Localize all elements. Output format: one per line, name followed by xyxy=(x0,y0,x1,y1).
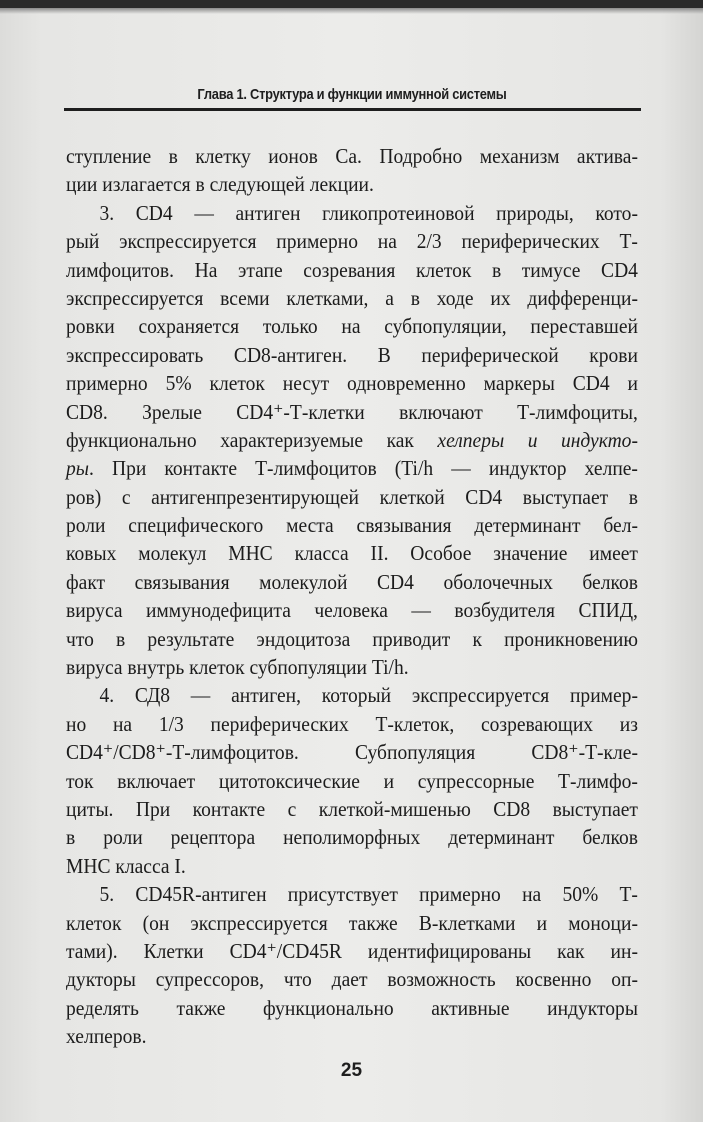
text-line: экспрессируется всеми клетками, а в ходе их дифференци- xyxy=(66,285,638,310)
text-run: . При контакте Т-лимфоцитов (Ti/h — индуктор хелпе- xyxy=(89,456,638,481)
text-line: ступление в клетку ионов Ca. Подробно механизм актива- xyxy=(66,144,638,168)
text-line: лимфоцитов. На этапе созревания клеток в тимусе CD4 xyxy=(66,257,638,282)
text-line: хелперов. xyxy=(66,1024,147,1049)
text-line: CD4⁺/CD8⁺-Т-лимфоцитов. Субпопуляция CD8⁺-Т-кле- xyxy=(66,740,638,765)
text-line: экспрессировать CD8-антиген. В периферической крови xyxy=(66,342,638,367)
text-line: ковых молекул МНС класса II. Особое значение имеет xyxy=(66,541,638,566)
text-line: 4. СД8 — антиген, который экспрессируется пример- xyxy=(99,683,638,708)
text-run: функционально характеризуемые как xyxy=(66,427,438,452)
text-line: 3. CD4 — антиген гликопротеиновой природы, кото- xyxy=(99,200,638,225)
scan-top-edge xyxy=(0,0,703,8)
italic-run: хелперы и индукто- xyxy=(437,427,638,452)
text-line: но на 1/3 периферических Т-клеток, созревающих из xyxy=(66,711,638,736)
text-line: ределять также функционально активные индукторы xyxy=(66,995,638,1020)
text-line: вируса иммунодефицита человека — возбудителя СПИД, xyxy=(66,598,638,623)
scan-top-shadow xyxy=(0,8,703,14)
text-line: что в результате эндоцитоза приводит к проникновению xyxy=(66,626,638,651)
text-line: ции излагается в следующей лекции. xyxy=(66,172,374,197)
body-text xyxy=(66,142,638,1051)
text-line: вируса внутрь клеток субпопуляции Ti/h. xyxy=(66,655,409,680)
text-line: роли специфического места связывания детерминант бел- xyxy=(66,513,638,538)
text-line: тами). Клетки CD4⁺/CD45R идентифицированы как ин- xyxy=(66,938,638,963)
italic-run: ры xyxy=(66,456,90,481)
text-line: МНС класса I. xyxy=(66,853,186,878)
text-line: дукторы супрессоров, что дает возможность косвенно оп- xyxy=(66,967,638,992)
text-line: циты. При контакте с клеткой-мишенью CD8 выступает xyxy=(66,796,638,821)
text-line xyxy=(66,454,638,482)
running-head: Глава 1. Структура и функции иммунной системы xyxy=(197,86,507,103)
text-line: факт связывания молекулой CD4 оболочечных белков xyxy=(66,569,638,594)
text-line: рый экспрессируется примерно на 2/3 периферических Т- xyxy=(66,229,638,254)
text-line: 5. CD45R-антиген присутствует примерно на 50% Т- xyxy=(99,882,638,907)
text-line: CD8. Зрелые CD4⁺-Т-клетки включают Т-лимфоциты, xyxy=(66,399,638,424)
text-line: в роли рецептора неполиморфных детерминант белков xyxy=(66,825,638,850)
text-line: ров) с антигенпрезентирующей клеткой CD4 выступает в xyxy=(66,484,638,509)
header-rule xyxy=(64,108,641,111)
text-line xyxy=(66,426,638,454)
text-line: ток включает цитотоксические и супрессорные Т-лимфо- xyxy=(66,768,638,793)
page-number: 25 xyxy=(340,1060,363,1081)
text-line: клеток (он экспрессируется также В-клетками и моноци- xyxy=(66,910,638,935)
text-line: примерно 5% клеток несут одновременно маркеры CD4 и xyxy=(66,371,638,396)
text-line: ровки сохраняется только на субпопуляции, переставшей xyxy=(66,314,638,339)
